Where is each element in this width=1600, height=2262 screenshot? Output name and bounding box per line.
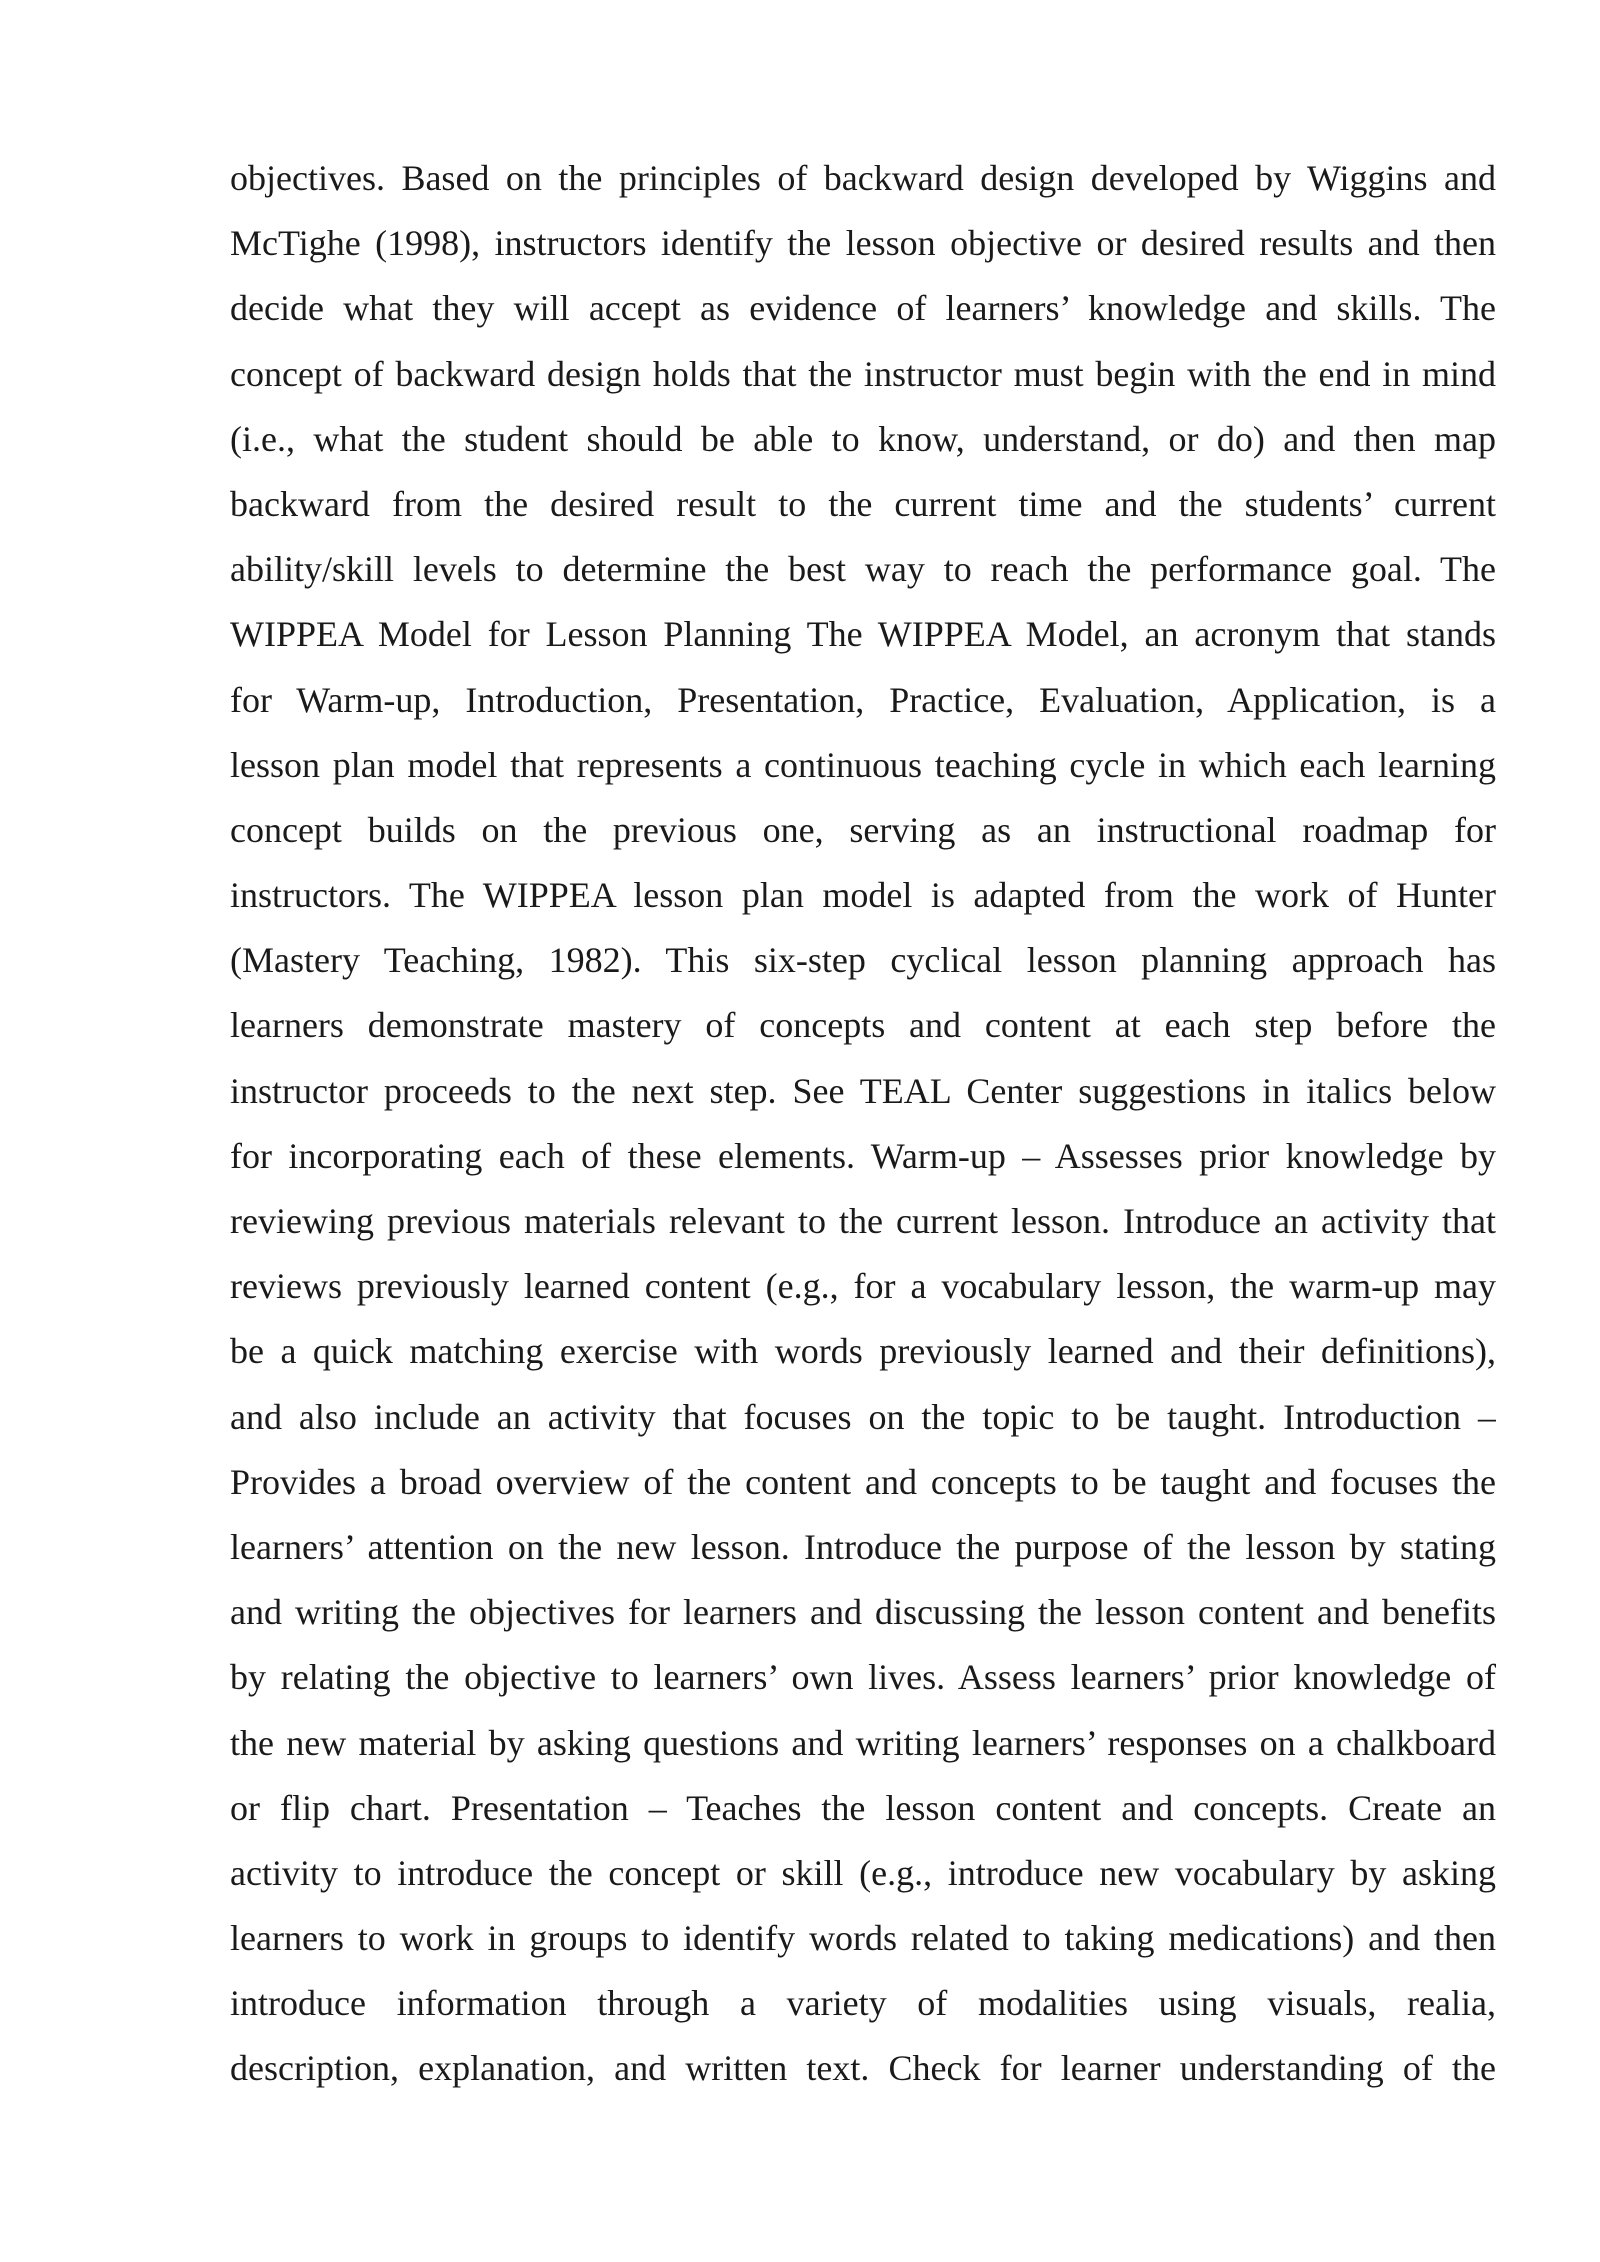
text-line: reviews previously learned content (e.g., for a vocabulary lesson, the warm-up may: [230, 1266, 1496, 1307]
text-line: be a quick matching exercise with words previously learned and their definitions),: [230, 1331, 1496, 1372]
text-line: for Warm-up, Introduction, Presentation, Practice, Evaluation, Application, is a: [230, 679, 1496, 720]
text-line: (i.e., what the student should be able to know, understand, or do) and then map: [230, 418, 1496, 459]
text-line: learners to work in groups to identify words related to taking medications) and then: [230, 1918, 1496, 1959]
text-line: and writing the objectives for learners and discussing the lesson content and benefits: [230, 1592, 1496, 1633]
text-line: lesson plan model that represents a continuous teaching cycle in which each learning: [230, 744, 1496, 785]
text-line: the new material by asking questions and writing learners’ responses on a chalkboard: [230, 1722, 1496, 1763]
text-line: instructor proceeds to the next step. See TEAL Center suggestions in italics below: [230, 1070, 1496, 1111]
text-line: instructors. The WIPPEA lesson plan model is adapted from the work of Hunter: [230, 875, 1496, 916]
text-line: activity to introduce the concept or skill (e.g., introduce new vocabulary by asking: [230, 1852, 1496, 1893]
text-line: introduce information through a variety of modalities using visuals, realia,: [230, 1983, 1496, 2024]
text-line: decide what they will accept as evidence of learners’ knowledge and skills. The: [230, 288, 1496, 329]
text-line: Provides a broad overview of the content and concepts to be taught and focuses the: [230, 1461, 1496, 1502]
text-line: WIPPEA Model for Lesson Planning The WIPPEA Model, an acronym that stands: [230, 614, 1496, 655]
text-line: objectives. Based on the principles of backward design developed by Wiggins and: [230, 158, 1496, 198]
text-line: reviewing previous materials relevant to the current lesson. Introduce an activity that: [230, 1201, 1496, 1241]
text-line: learners demonstrate mastery of concepts and content at each step before the: [230, 1005, 1496, 1046]
text-line: learners’ attention on the new lesson. Introduce the purpose of the lesson by stating: [230, 1526, 1496, 1567]
body-paragraph: [230, 146, 1496, 2102]
text-line: concept of backward design holds that the instructor must begin with the end in mind: [230, 353, 1496, 394]
text-line: backward from the desired result to the current time and the students’ current: [230, 483, 1496, 524]
text-line: (Mastery Teaching, 1982). This six-step cyclical lesson planning approach has: [230, 940, 1496, 981]
text-line: by relating the objective to learners’ own lives. Assess learners’ prior knowledge of: [230, 1657, 1496, 1698]
text-line: or flip chart. Presentation – Teaches the lesson content and concepts. Create an: [230, 1787, 1496, 1828]
text-line: and also include an activity that focuses on the topic to be taught. Introduction –: [230, 1396, 1496, 1437]
text-line: concept builds on the previous one, serving as an instructional roadmap for: [230, 809, 1496, 850]
text-line: ability/skill levels to determine the best way to reach the performance goal. The: [230, 549, 1496, 590]
text-line: description, explanation, and written text. Check for learner understanding of the: [230, 2048, 1496, 2089]
text-line: for incorporating each of these elements. Warm-up – Assesses prior knowledge by: [230, 1135, 1496, 1176]
text-line: McTighe (1998), instructors identify the lesson objective or desired results and then: [230, 223, 1496, 264]
